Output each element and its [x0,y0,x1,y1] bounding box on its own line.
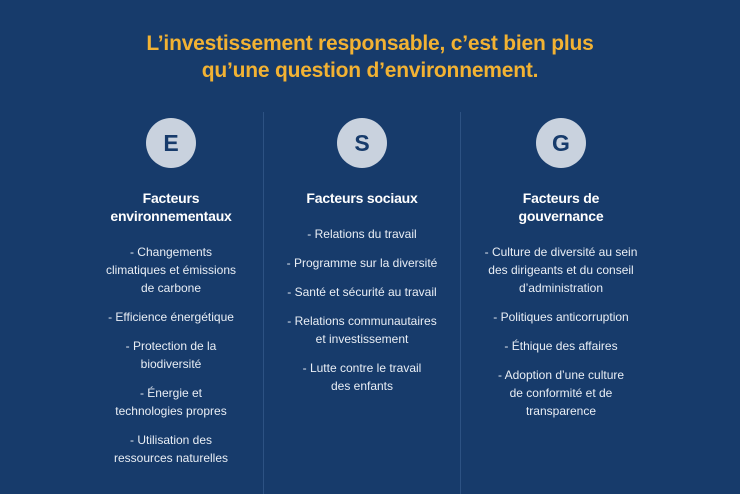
item-line: de carbone [140,281,202,295]
list-item [73,308,269,326]
column-heading [463,189,659,225]
factor-list [463,243,659,420]
item-line: - Santé et sécurité au travail [287,285,437,299]
item-line: - Adoption d’une culture [497,368,625,382]
list-item [73,384,269,420]
item-line: technologies propres [115,404,227,418]
item-line: ressources naturelles [113,451,229,465]
page-title [0,30,740,84]
column-heading [264,189,460,207]
column-social [264,118,460,406]
list-item [264,283,460,301]
list-item [264,225,460,243]
factor-list [264,225,460,395]
item-line: - Utilisation des [129,433,213,447]
heading-line: Facteurs [142,190,200,206]
item-line: de conformité et de [509,386,613,400]
letter-badge-s: S [337,118,387,168]
item-line: - Relations communautaires [287,314,437,328]
list-item [463,337,659,355]
item-line: - Efficience énergétique [108,310,234,324]
list-item [73,243,269,297]
item-line: - Politiques anticorruption [493,310,629,324]
item-line: - Changements [129,245,213,259]
list-item [463,308,659,326]
item-line: - Énergie et [139,386,203,400]
column-governance [463,118,659,431]
list-item [73,337,269,373]
item-line: des enfants [330,379,394,393]
list-item [463,366,659,420]
list-item [264,312,460,348]
item-line: - Lutte contre le travail [302,361,422,375]
column-heading [73,189,269,225]
item-line: climatiques et émissions [105,263,237,277]
list-item [264,359,460,395]
list-item [264,254,460,272]
letter-badge-g: G [536,118,586,168]
heading-line: Facteurs sociaux [306,190,418,206]
list-item [463,243,659,297]
column-environmental [73,118,269,478]
item-line: - Culture de diversité au sein [484,245,638,259]
item-line: et investissement [315,332,409,346]
heading-line: environnementaux [110,208,232,224]
letter-badge-e: E [146,118,196,168]
item-line: des dirigeants et du conseil [488,263,634,277]
item-line: - Éthique des affaires [504,339,618,353]
list-item [73,431,269,467]
title-line-2: qu’une question d’environnement. [201,59,539,82]
column-divider [460,112,461,494]
item-line: transparence [525,404,597,418]
item-line: - Relations du travail [307,227,417,241]
item-line: - Protection de la [125,339,217,353]
item-line: d’administration [518,281,604,295]
heading-line: gouvernance [518,208,604,224]
factor-list [73,243,269,467]
item-line: biodiversité [140,357,202,371]
item-line: - Programme sur la diversité [286,256,438,270]
heading-line: Facteurs de [522,190,600,206]
title-line-1: L’investissement responsable, c’est bien plus [146,32,594,55]
